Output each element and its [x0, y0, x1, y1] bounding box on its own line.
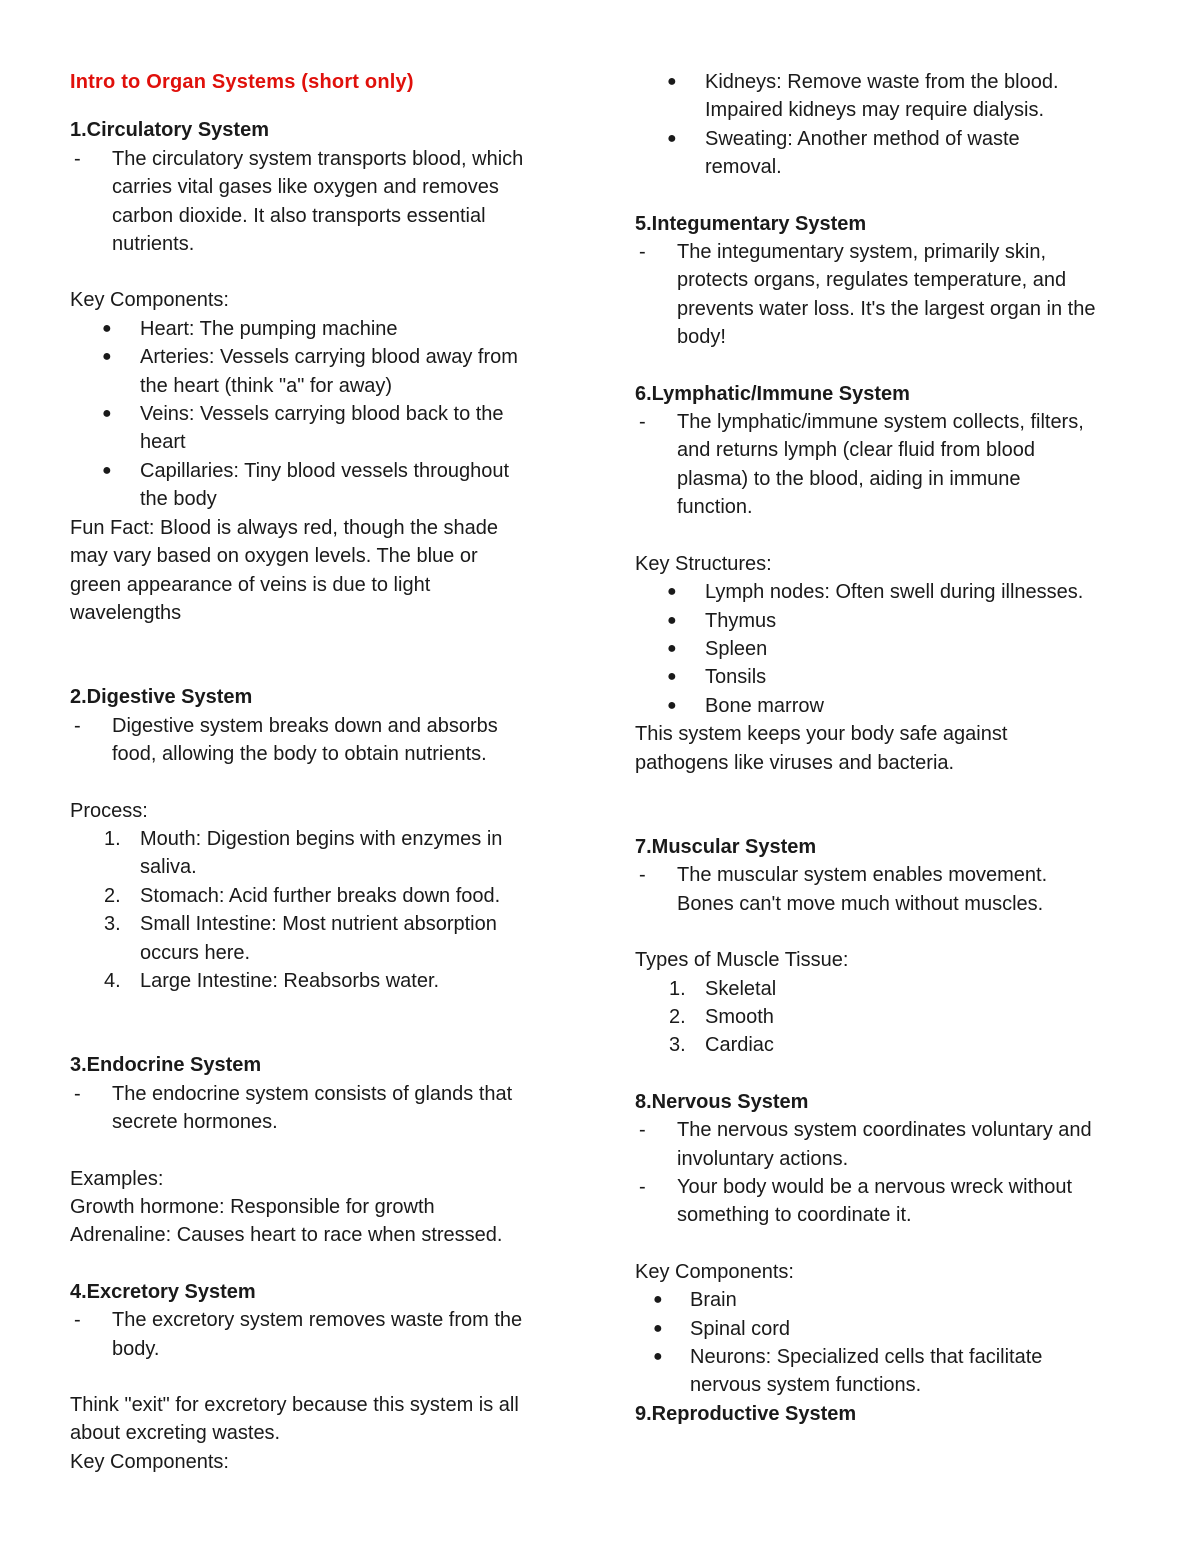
text-line: the heart (think "a" for away) [140, 374, 393, 397]
text-line: Veins: Vessels carrying blood back to the [140, 403, 504, 426]
reproductive-heading: 9.Reproductive System [635, 1402, 857, 1425]
nervous-key-label: Key Components: [635, 1260, 794, 1283]
dash-marker: - [639, 1176, 646, 1198]
text-line: Brain [690, 1289, 737, 1312]
list-item [635, 975, 1135, 1003]
lymphatic-note: This system keeps your body safe against [635, 723, 1008, 746]
bullet-icon: ● [653, 1291, 663, 1309]
list-item [635, 125, 1135, 182]
text-line: Spleen [705, 637, 768, 660]
list-item [70, 315, 570, 343]
bullet-icon: ● [102, 461, 112, 479]
text-line: involuntary actions. [677, 1147, 849, 1170]
step-number: 2. [669, 1005, 686, 1028]
list-item [70, 910, 570, 967]
list-item [635, 692, 1135, 720]
text-line: and returns lymph (clear fluid from blood [677, 439, 1035, 462]
text-line: prevents water loss. It's the largest organ in the [677, 297, 1096, 320]
dash-marker: - [74, 147, 81, 170]
integumentary-description [635, 238, 1135, 352]
list-item [635, 607, 1135, 635]
muscle-types-label: Types of Muscle Tissue: [635, 949, 849, 972]
circulatory-description [70, 145, 570, 259]
list-item [70, 343, 570, 400]
excretory-note: about excreting wastes. [70, 1422, 281, 1445]
text-line: Small Intestine: Most nutrient absorption [140, 913, 497, 936]
text-line: The muscular system enables movement. [677, 864, 1048, 887]
text-line: may vary based on oxygen levels. The blue or [70, 545, 478, 568]
list-item [635, 635, 1135, 663]
bullet-icon: ● [667, 583, 677, 601]
text-line: wavelengths [70, 601, 182, 624]
text-line: Cardiac [705, 1034, 774, 1057]
text-line: Thymus [705, 609, 777, 632]
text-line: green appearance of veins is due to light [70, 573, 431, 596]
dash-marker: - [639, 241, 646, 264]
list-item [635, 663, 1135, 691]
lymphatic-heading: 6.Lymphatic/Immune System [635, 382, 910, 405]
dash-marker: - [74, 1082, 81, 1105]
text-line: the body [140, 488, 217, 511]
examples-label: Examples: [70, 1167, 164, 1190]
text-line: saliva. [140, 856, 197, 879]
bullet-icon: ● [653, 1348, 663, 1366]
text-line: nervous system functions. [690, 1374, 922, 1397]
text-line: Smooth [705, 1005, 774, 1028]
text-line: carbon dioxide. It also transports essential [112, 204, 486, 227]
endocrine-heading: 3.Endocrine System [70, 1054, 262, 1077]
list-item [70, 400, 570, 457]
bullet-icon: ● [667, 611, 677, 629]
circulatory-heading: 1.Circulatory System [70, 119, 269, 142]
lymphatic-note: pathogens like viruses and bacteria. [635, 751, 955, 774]
bullet-icon: ● [102, 348, 112, 366]
dash-marker: - [639, 864, 646, 887]
list-item [635, 578, 1135, 606]
text-line: Neurons: Specialized cells that facilitate [690, 1346, 1043, 1369]
list-item [70, 825, 570, 882]
text-line: Tonsils [705, 666, 767, 689]
excretory-heading: 4.Excretory System [70, 1280, 256, 1303]
step-number: 3. [104, 913, 121, 936]
step-number: 1. [669, 977, 686, 1000]
step-number: 4. [104, 969, 121, 992]
left-column [70, 68, 570, 1476]
circulatory-key-label: Key Components: [70, 289, 229, 312]
text-line: food, allowing the body to obtain nutrients. [112, 743, 487, 766]
dash-marker: - [74, 714, 81, 737]
text-line: occurs here. [140, 941, 251, 964]
list-item [635, 1031, 1135, 1059]
text-line: The excretory system removes waste from the [112, 1309, 523, 1332]
text-line: The nervous system coordinates voluntary and [677, 1119, 1092, 1142]
text-line: something to coordinate it. [677, 1204, 912, 1227]
text-line: Capillaries: Tiny blood vessels throughout [140, 459, 510, 482]
text-line: Lymph nodes: Often swell during illnesses. [705, 581, 1084, 604]
lymphatic-description [635, 408, 1135, 522]
list-item [70, 882, 570, 910]
bullet-icon: ● [667, 73, 677, 90]
step-number: 2. [104, 884, 121, 907]
text-line: Spinal cord [690, 1317, 791, 1340]
bullet-icon: ● [102, 405, 112, 423]
list-item [635, 68, 1135, 125]
text-line: Bone marrow [705, 694, 824, 717]
text-line: Sweating: Another method of waste [705, 127, 1020, 150]
text-line: The lymphatic/immune system collects, filters, [677, 411, 1084, 434]
step-number: 3. [669, 1034, 686, 1057]
list-item [635, 1343, 1135, 1400]
list-item [635, 1003, 1135, 1031]
excretory-note: Think "exit" for excretory because this system is all [70, 1394, 519, 1417]
integumentary-heading: 5.Integumentary System [635, 212, 867, 235]
text-line: secrete hormones. [112, 1111, 278, 1134]
text-line: carries vital gases like oxygen and removes [112, 176, 499, 199]
text-line: Heart: The pumping machine [140, 317, 398, 340]
dash-marker: - [74, 1309, 81, 1332]
text-line: heart [140, 431, 186, 454]
text-line: Digestive system breaks down and absorbs [112, 714, 498, 737]
dash-marker: - [639, 1119, 646, 1142]
bullet-icon: ● [667, 668, 677, 686]
text-line: Large Intestine: Reabsorbs water. [140, 969, 440, 992]
example-line: Growth hormone: Responsible for growth [70, 1196, 435, 1218]
list-item [70, 457, 570, 514]
nervous-description [635, 1116, 1135, 1173]
text-line: protects organs, regulates temperature, and [677, 269, 1067, 292]
bullet-icon: ● [667, 129, 677, 147]
bullet-icon: ● [653, 1319, 663, 1337]
process-label: Process: [70, 799, 148, 822]
fun-fact [70, 514, 570, 628]
text-line: body! [677, 326, 726, 349]
text-line: Mouth: Digestion begins with enzymes in [140, 827, 503, 850]
list-item [635, 1286, 1135, 1314]
text-line: Bones can't move much without muscles. [677, 892, 1044, 915]
example-line: Adrenaline: Causes heart to race when stressed. [70, 1224, 503, 1247]
text-line: body. [112, 1337, 160, 1360]
muscular-heading: 7.Muscular System [635, 835, 817, 858]
text-line: removal. [705, 156, 782, 179]
list-item [70, 967, 570, 995]
dash-marker: - [639, 411, 646, 434]
digestive-description [70, 712, 570, 769]
text-line: The endocrine system consists of glands that [112, 1082, 513, 1105]
text-line: Stomach: Acid further breaks down food. [140, 884, 501, 907]
right-column [635, 68, 1135, 1428]
list-item [635, 1315, 1135, 1343]
bullet-icon: ● [667, 696, 677, 714]
text-line: Arteries: Vessels carrying blood away from [140, 346, 518, 369]
text-line: nutrients. [112, 233, 195, 256]
text-line: function. [677, 496, 753, 519]
bullet-icon: ● [667, 639, 677, 657]
digestive-heading: 2.Digestive System [70, 686, 253, 709]
nervous-description [635, 1173, 1135, 1230]
bullet-icon: ● [102, 319, 112, 337]
nervous-heading: 8.Nervous System [635, 1090, 809, 1113]
excretory-description [70, 1306, 570, 1363]
text-line: Your body would be a nervous wreck without [677, 1176, 1073, 1198]
step-number: 1. [104, 827, 121, 850]
page-title: Intro to Organ Systems (short only) [70, 71, 414, 93]
key-structures-label: Key Structures: [635, 552, 772, 575]
muscular-description [635, 861, 1135, 918]
text-line: Skeletal [705, 977, 777, 1000]
text-line: The integumentary system, primarily skin, [677, 241, 1047, 264]
excretory-key-label: Key Components: [70, 1450, 229, 1473]
endocrine-description [70, 1080, 570, 1137]
text-line: Impaired kidneys may require dialysis. [705, 99, 1045, 122]
text-line: plasma) to the blood, aiding in immune [677, 467, 1021, 490]
text-line: Kidneys: Remove waste from the blood. [705, 71, 1059, 93]
text-line: The circulatory system transports blood, which [112, 147, 524, 170]
text-line: Fun Fact: Blood is always red, though the shade [70, 516, 499, 539]
